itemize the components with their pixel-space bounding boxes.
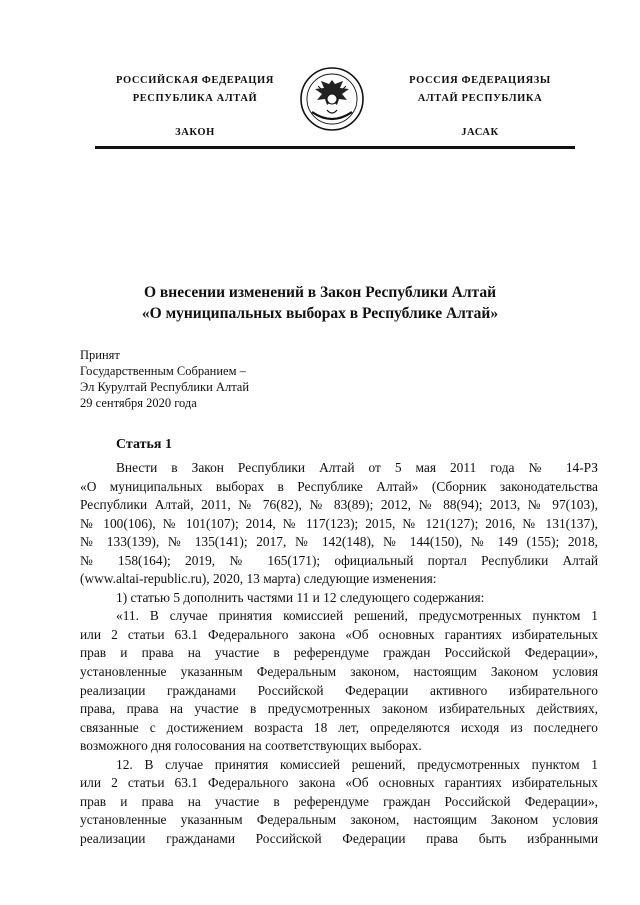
text-line: или 2 статьи 63.1 Федерального закона «Об основных гарантиях избирательных bbox=[80, 775, 598, 791]
text-line: «О муниципальных выборах в Республике Алтай» (Сборник законодательства bbox=[80, 478, 598, 494]
title-line-2: «О муниципальных выборах в Республике Алтай» bbox=[141, 305, 499, 322]
text-line: прав и права на участие в референдуме граждан Российской Федерации», bbox=[80, 793, 598, 809]
header-right-country: РОССИЯ ФЕДЕРАЦИЯЗЫ bbox=[409, 75, 551, 86]
text-line: (www.altai-republic.ru), 2020, 13 марта) следующие изменения: bbox=[80, 571, 437, 587]
header-right-republic: АЛТАЙ РЕСПУБЛИКА bbox=[417, 93, 543, 104]
text-line: Внести в Закон Республики Алтай от 5 мая 2011 года № 14-РЗ bbox=[116, 460, 598, 475]
header-right-doc-type: JАСАК bbox=[461, 127, 499, 138]
text-line: установленные указанным Федеральным законом, настоящим Законом условия bbox=[80, 812, 598, 828]
republic-altai-coat-of-arms-icon bbox=[298, 66, 366, 132]
text-line: № 158(164); 2019, № 165(171); официальный портал Республики Алтай bbox=[80, 552, 598, 568]
text-line: прав и права на участие в референдуме граждан Российской Федерации», bbox=[80, 645, 598, 661]
header-left-republic: РЕСПУБЛИКА АЛТАЙ bbox=[132, 93, 258, 104]
text-line: установленные указанным Федеральным законом, настоящим Законом условия bbox=[80, 664, 598, 680]
text-line: 1) статью 5 дополнить частями 11 и 12 следующего содержания: bbox=[116, 589, 485, 605]
text-line: 12. В случае принятия комиссией решений, предусмотренных пунктом 1 bbox=[116, 756, 598, 772]
paragraph-part-11 bbox=[80, 607, 598, 755]
paragraph-item-1 bbox=[80, 589, 598, 608]
text-line: № 100(106), № 101(107); 2014, № 117(123); 2015, № 121(127); 2016, № 131(137), bbox=[80, 515, 598, 531]
text-line: «11. В случае принятия комиссией решений, предусмотренных пунктом 1 bbox=[116, 608, 598, 624]
text-line: права, права на участие в предусмотренных законом избирательных действиях, bbox=[80, 701, 598, 717]
adopted-line-1: Принят bbox=[80, 348, 120, 362]
header-left-block bbox=[100, 72, 290, 142]
title-line-1: О внесении изменений в Закон Республики Алтай bbox=[143, 284, 497, 301]
document-title bbox=[80, 282, 560, 324]
header-divider bbox=[95, 146, 575, 149]
adopted-line-2: Государственным Собранием – bbox=[80, 364, 246, 378]
text-line: связанные с достижением возраста 18 лет, определяются исходя из последнего bbox=[80, 719, 598, 735]
header-left-doc-type: ЗАКОН bbox=[175, 127, 215, 138]
text-line: реализации гражданами Российской Федерации права быть избранными bbox=[80, 830, 598, 846]
text-line: Республики Алтай, 2011, № 76(82), № 83(89); 2012, № 88(94); 2013, № 97(103), bbox=[80, 497, 598, 513]
text-line: или 2 статьи 63.1 Федерального закона «Об основных гарантиях избирательных bbox=[80, 626, 598, 642]
text-line: реализации гражданами Российской Федерации активного избирательного bbox=[80, 682, 598, 698]
adopted-line-3: Эл Курултай Республики Алтай bbox=[80, 380, 250, 394]
text-line: возможного дня голосования на соответствующих выборах. bbox=[80, 738, 422, 754]
paragraph-part-12 bbox=[80, 756, 598, 849]
header-right-block bbox=[385, 72, 575, 142]
header-left-country: РОССИЙСКАЯ ФЕДЕРАЦИЯ bbox=[116, 75, 274, 86]
adopted-date: 29 сентября 2020 года bbox=[80, 396, 197, 410]
text-line: № 133(139), № 135(141); 2017, № 142(148), № 144(150), № 149 (155); 2018, bbox=[80, 534, 598, 550]
article-heading: Статья 1 bbox=[116, 437, 172, 452]
paragraph-intro bbox=[80, 459, 598, 589]
article-body bbox=[80, 459, 598, 848]
adoption-info bbox=[80, 347, 249, 411]
